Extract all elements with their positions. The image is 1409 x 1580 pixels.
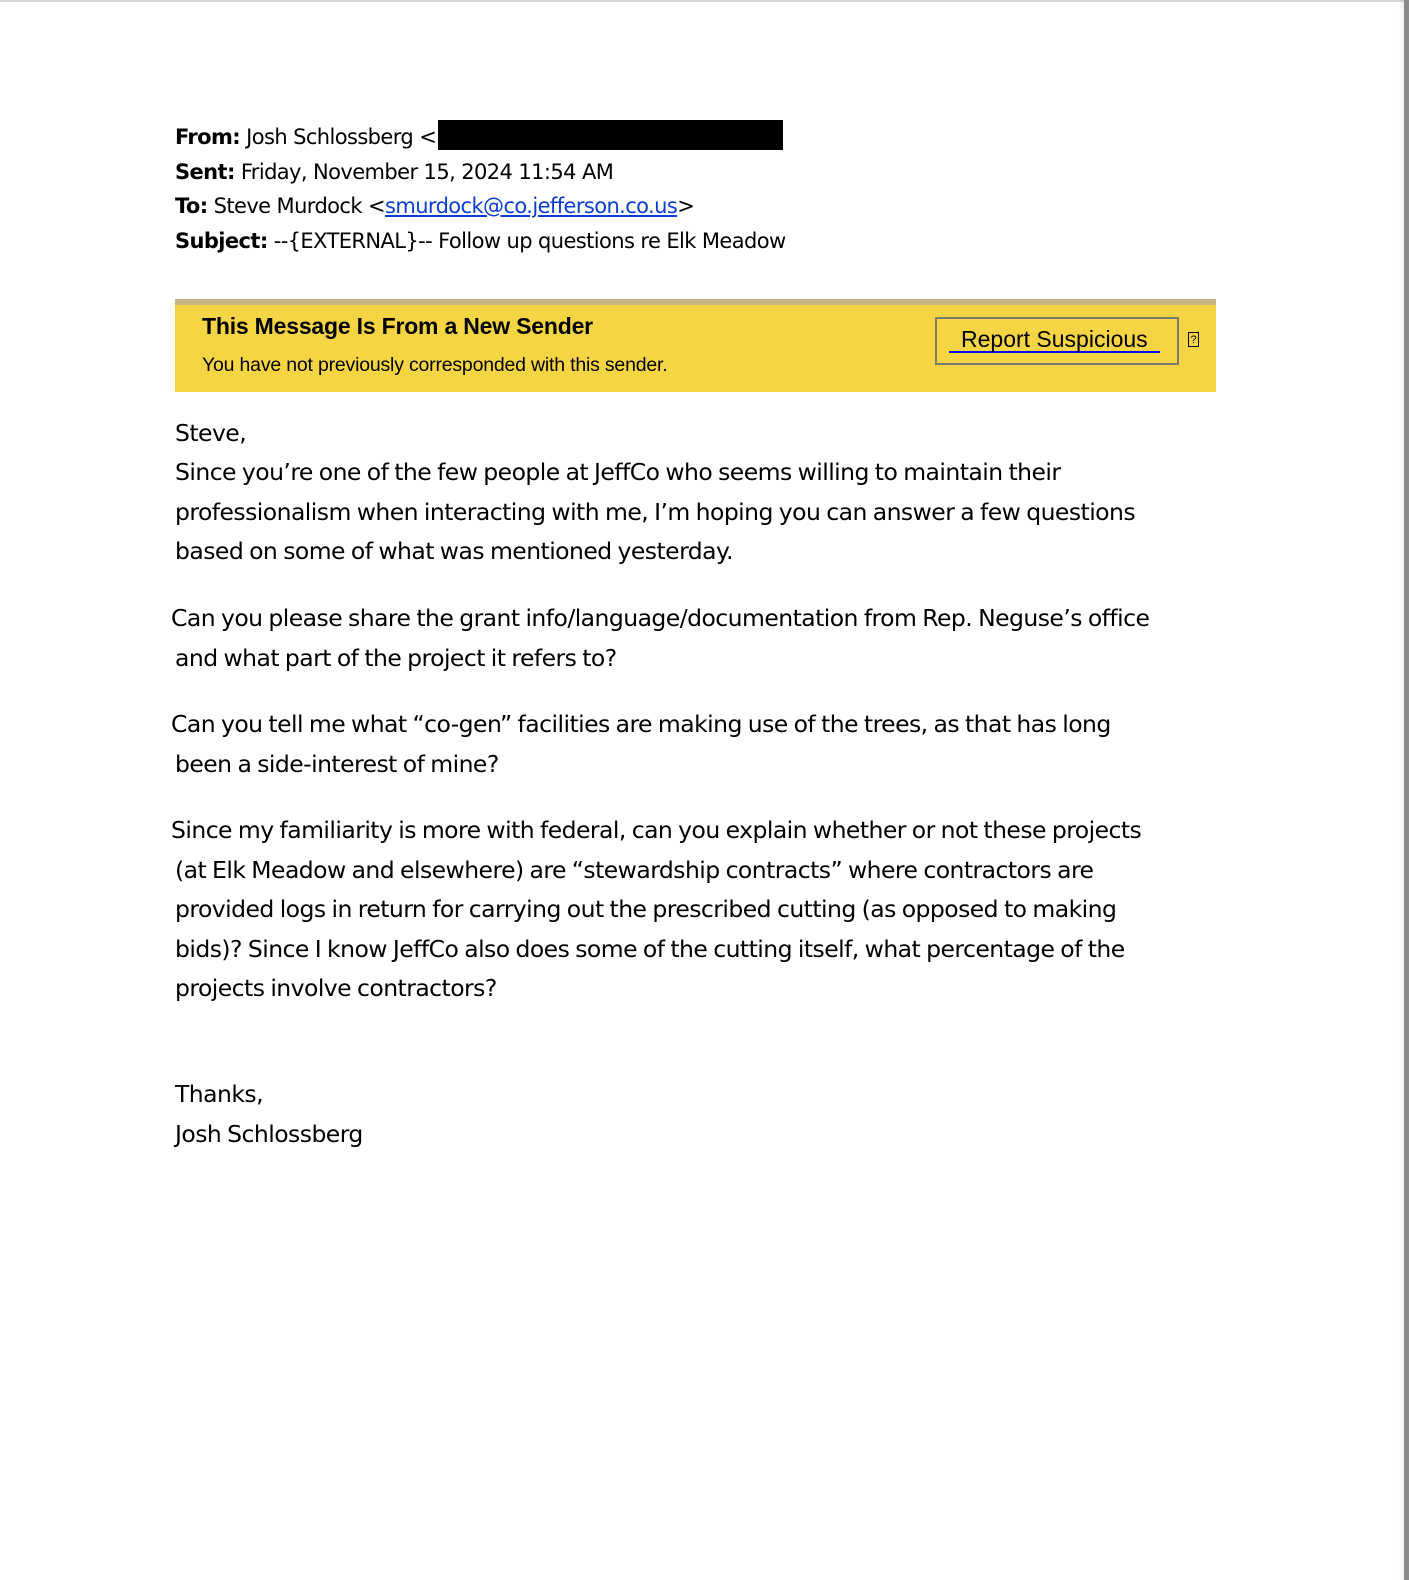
email-header xyxy=(175,120,786,258)
to-label: To: xyxy=(175,194,208,218)
signature: Josh Schlossberg xyxy=(175,1119,363,1148)
report-suspicious-label: Report Suspicious xyxy=(949,327,1160,353)
viewer-scrollbar-edge[interactable] xyxy=(1404,0,1409,1580)
paragraph-line: bids)? Since I know JeffCo also does some of the cutting itself, what percentage of the xyxy=(175,934,1125,963)
to-close: > xyxy=(677,194,695,218)
banner-subtitle: You have not previously corresponded with this sender. xyxy=(202,354,668,376)
subject-value: --{EXTERNAL}-- Follow up questions re Elk Meadow xyxy=(273,228,786,253)
to-email-link[interactable]: smurdock@co.jefferson.co.us xyxy=(385,194,678,218)
paragraph-line: Can you tell me what “co-gen” facilities are making use of the trees, as that has long xyxy=(171,710,1111,738)
new-sender-warning-banner xyxy=(175,299,1216,392)
greeting: Steve, xyxy=(175,419,247,447)
paragraph-line: Can you please share the grant info/language/documentation from Rep. Neguse’s office xyxy=(171,604,1150,632)
to-row xyxy=(175,189,786,224)
from-value: Josh Schlossberg < xyxy=(246,125,437,149)
paragraph-line: projects involve contractors? xyxy=(175,974,497,1002)
paragraph-line: and what part of the project it refers to? xyxy=(175,643,617,672)
paragraph-1 xyxy=(175,453,1135,572)
sent-label: Sent: xyxy=(175,159,235,184)
page-top-edge xyxy=(0,0,1404,2)
paragraph-line: Since my familiarity is more with federal, can you explain whether or not these projects xyxy=(171,816,1142,844)
closing: Thanks, xyxy=(175,1080,264,1108)
sent-value: Friday, November 15, 2024 11:54 AM xyxy=(240,159,614,184)
subject-label: Subject: xyxy=(175,228,268,253)
paragraph-line: been a side-interest of mine? xyxy=(175,749,499,778)
from-row xyxy=(175,120,786,155)
sent-row xyxy=(175,155,786,190)
help-icon[interactable]: ? xyxy=(1188,332,1199,347)
from-label: From: xyxy=(175,125,241,149)
paragraph-line: (at Elk Meadow and elsewhere) are “stewardship contracts” where contractors are xyxy=(175,855,1094,884)
redacted-email-block xyxy=(438,120,783,150)
paragraph-3 xyxy=(171,705,1111,784)
paragraph-line: provided logs in return for carrying out the prescribed cutting (as opposed to making xyxy=(175,895,1117,923)
to-name: Steve Murdock < xyxy=(213,194,385,218)
paragraph-4 xyxy=(171,811,1141,1009)
subject-row xyxy=(175,224,786,259)
report-suspicious-button[interactable] xyxy=(935,317,1179,365)
banner-title: This Message Is From a New Sender xyxy=(202,313,593,339)
paragraph-line: Since you’re one of the few people at JeffCo who seems willing to maintain their xyxy=(175,458,1061,486)
paragraph-line: professionalism when interacting with me, I’m hoping you can answer a few questions xyxy=(175,497,1136,526)
sign-off xyxy=(175,1075,363,1154)
paragraph-line: based on some of what was mentioned yesterday. xyxy=(175,537,733,565)
paragraph-2 xyxy=(171,599,1149,678)
